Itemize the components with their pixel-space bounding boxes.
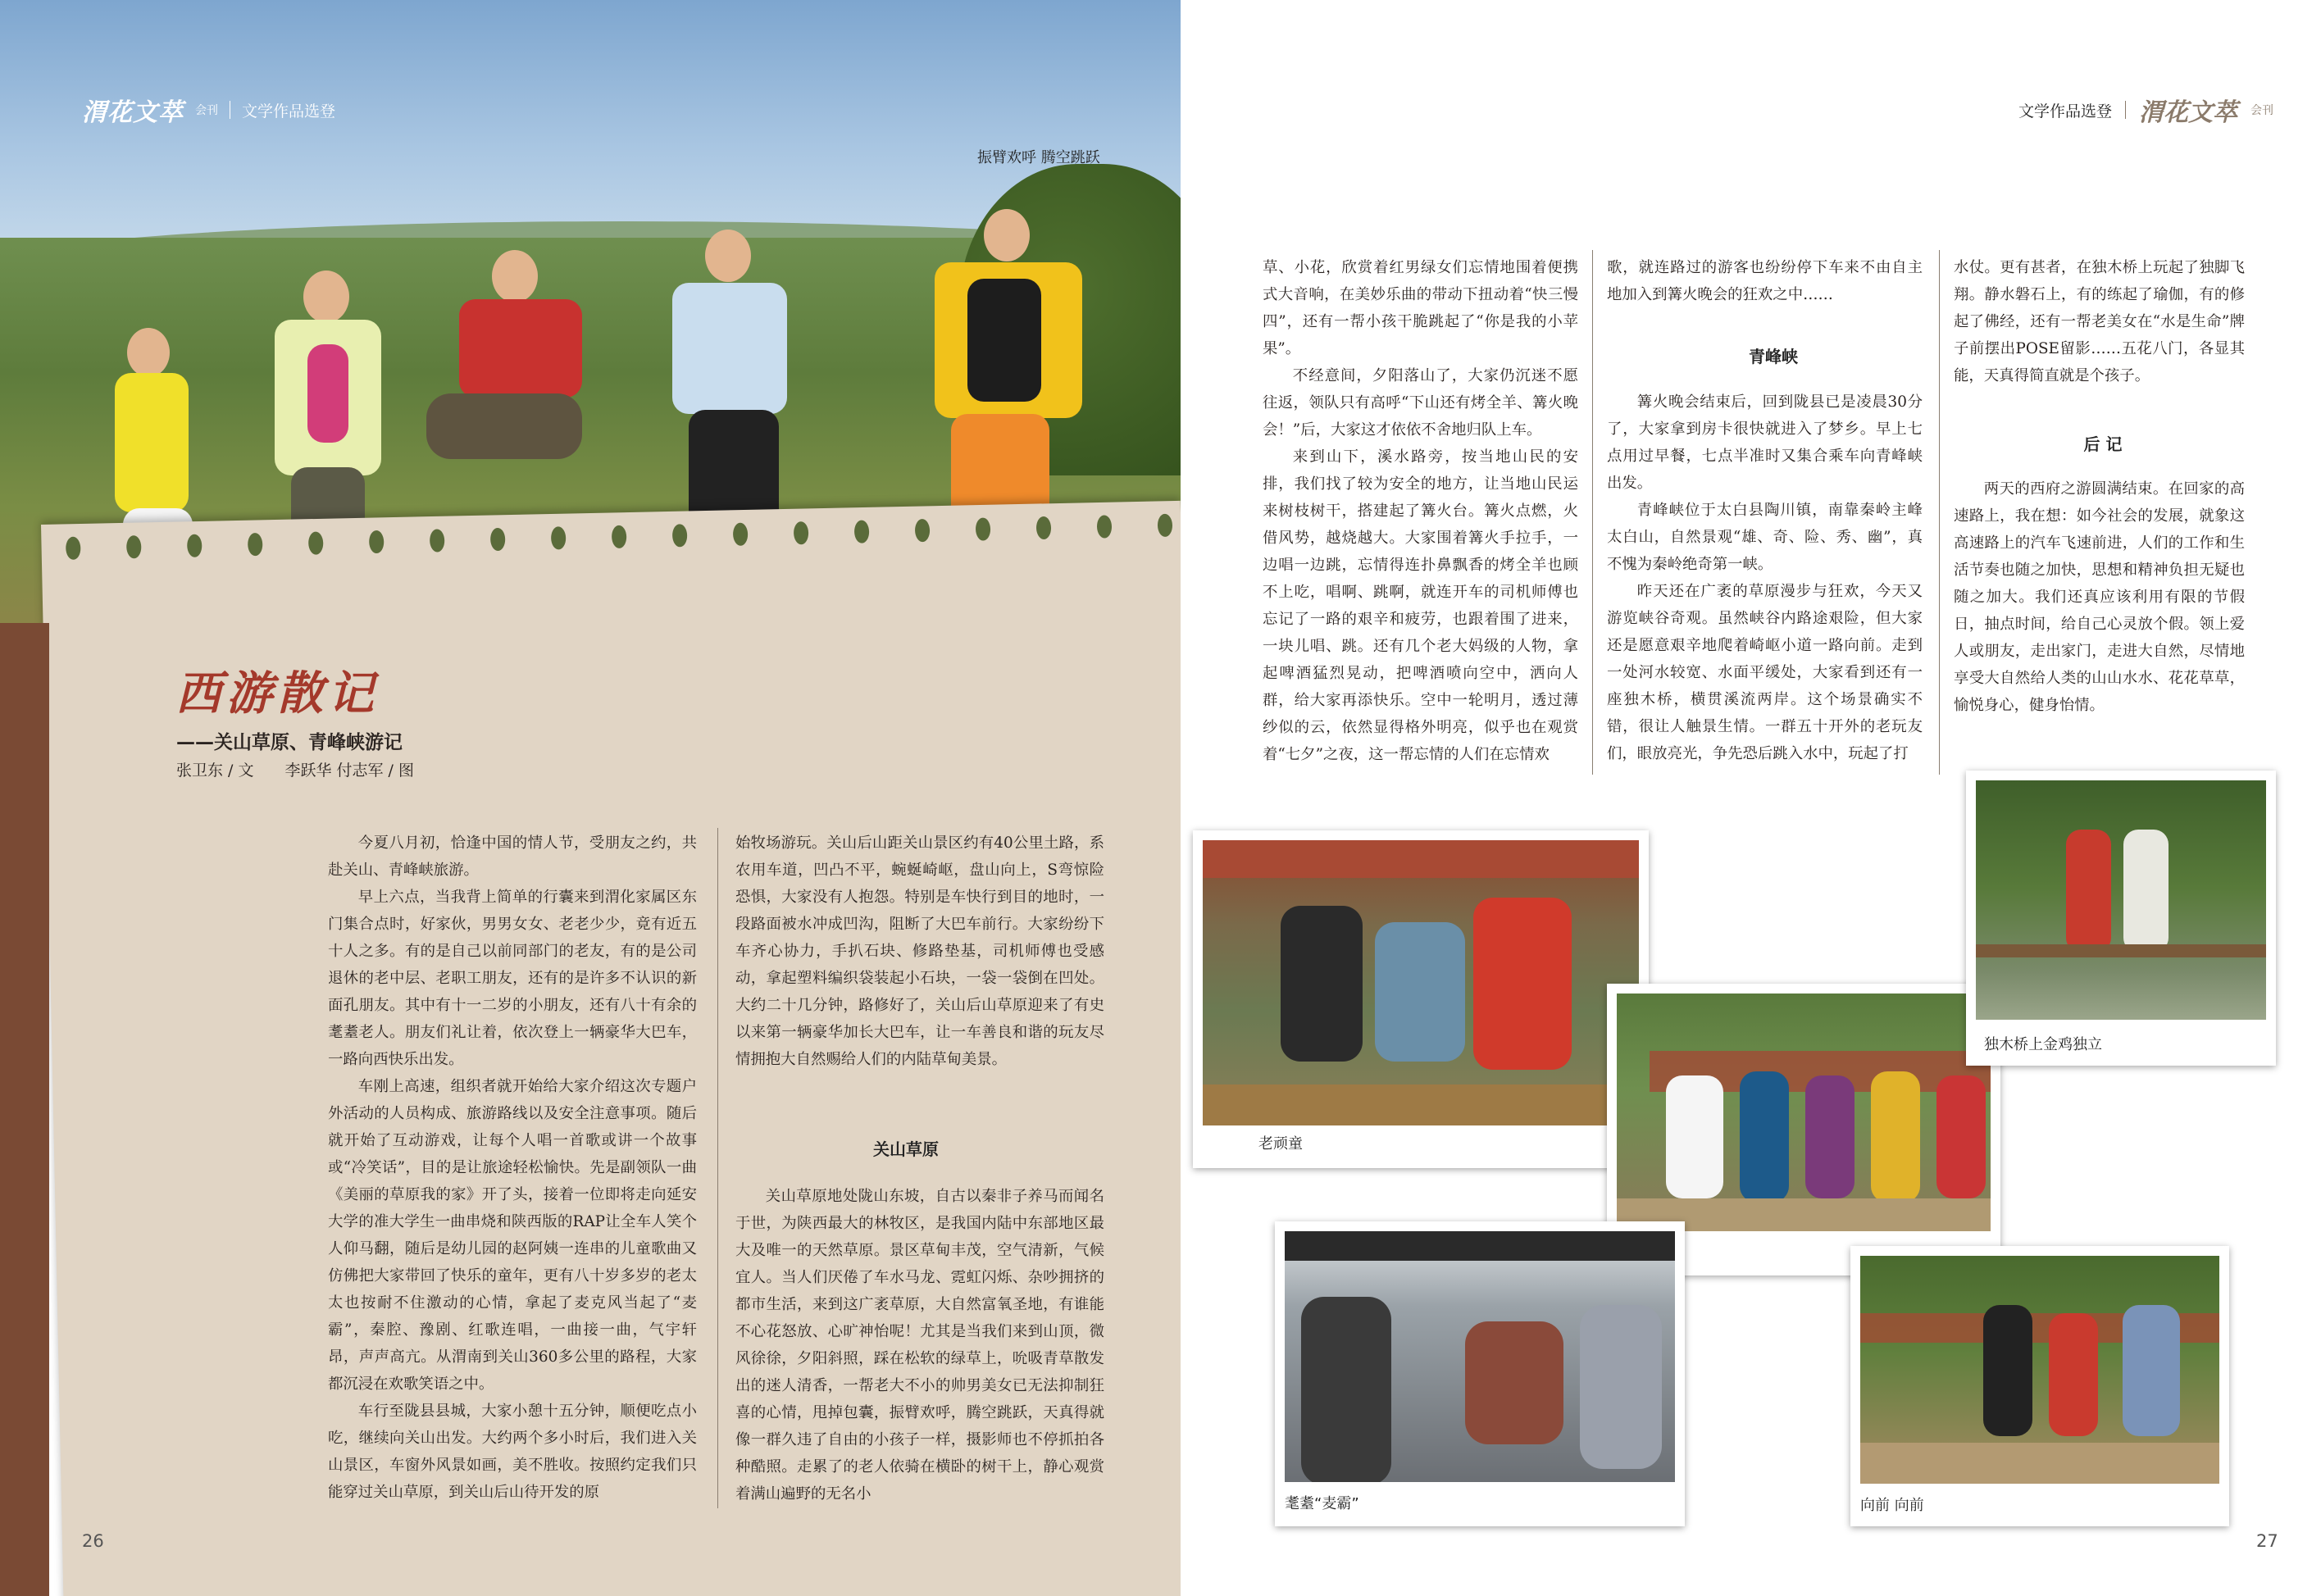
photo-caption: 耄耋“麦霸” bbox=[1285, 1495, 1359, 1512]
header-left bbox=[82, 92, 335, 128]
paragraph: 篝火晚会结束后，回到陇县已是凌晨30分了，大家拿到房卡很快就进入了梦乡。早上七点用过早餐，七点半准时又集合乘车向青峰峡出发。 bbox=[1607, 393, 1923, 492]
right-column-1 bbox=[1263, 254, 1578, 768]
paragraph: 两天的西府之游圆满结束。在回家的高速路上，我在想：如今社会的发展，就象这高速路上的汽车飞速前进，人们的工作和生活节奏也随之加快，思想和精神负担无疑也随之加大。我们还真应该利用有限的节假日，抽点时间，给自己心灵放个假。领上爱人或朋友，走出家门，走进大自然，尽情地享受大自然给人类的山山水水、花花草草，愉悦身心，健身怡情。 bbox=[1954, 480, 2245, 714]
photo-caption: 老顽童 bbox=[1258, 1135, 1303, 1153]
subhead-qingfeng: 青峰峡 bbox=[1728, 339, 1818, 372]
brand-logo: 渭花文萃 bbox=[2139, 98, 2237, 127]
photo-image bbox=[1203, 840, 1639, 1125]
photo-caption: 独木桥上金鸡独立 bbox=[1984, 1036, 2102, 1053]
left-column-1 bbox=[328, 830, 697, 1506]
brand-sub: 会刊 bbox=[2250, 104, 2273, 117]
paragraph: 昨天还在广袤的草原漫步与狂欢，今天又游览峡谷奇观。虽然峡谷内路途艰险，但大家还是愿意艰辛地爬着崎岖小道一路向前。走到一处河水较宽、水面平缓处，大家看到还有一座独木桥，横贯溪流两岸。这个场景确实不错，很让人触景生情。一群五十开外的老玩友们，眼放亮光，争先恐后跳入水中，玩起了打 bbox=[1607, 583, 1923, 762]
paragraph: 水仗。更有甚者，在独木桥上玩起了独脚飞翔。静水磐石上，有的练起了瑜伽，有的修起了佛经，还有一帮老美女在“水是生命”牌子前摆出POSE留影……五花八门，各显其能，天真得简直就是个孩子。 bbox=[1954, 259, 2245, 384]
left-column-2b bbox=[735, 1183, 1104, 1507]
paragraph: 早上六点，当我背上简单的行囊来到渭化家属区东门集合点时，好家伙，男男女女、老老少少，竟有近五十人之多。有的是自己以前同部门的老友，有的是公司退休的老中层、老职工朋友，还有的是许多不认识的新面孔朋友。其中有十一二岁的小朋友，还有八十有余的耄耋老人。朋友们礼让着，依次登上一辆豪华大巴车，一路向西快乐出发。 bbox=[328, 889, 697, 1068]
photo-image bbox=[1976, 780, 2266, 1020]
paragraph: 车刚上高速，组织者就开始给大家介绍这次专题户外活动的人员构成、旅游路线以及安全注意事项。随后就开始了互动游戏，让每个人唱一首歌或讲一个故事或“冷笑话”，目的是让旅途轻松愉快。先是副领队一曲《美丽的草原我的家》开了头，接着一位即将走向延安大学的准大学生一曲串烧和陕西版的RAP让全车人笑个人仰马翻，随后是幼儿园的赵阿姨一连串的儿童歌曲又仿佛把大家带回了快乐的童年，更有八十岁多岁的老太太也按耐不住激动的心情，拿起了麦克风当起了“麦霸”，秦腔、豫剧、红歌连唱，一曲接一曲，气宇轩昂，声声高亢。从渭南到关山360多公里的路程，大家都沉浸在欢歌笑语之中。 bbox=[328, 1078, 697, 1393]
photo-maiba bbox=[1275, 1221, 1685, 1526]
paragraph: 车行至陇县县城，大家小憩十五分钟，顺便吃点小吃，继续向关山出发。大约两个多小时后，我们进入关山景区，车窗外风景如画，美不胜收。按照约定我们只能穿过关山草原，到关山后山待开发的原 bbox=[328, 1403, 697, 1501]
page-number-right: 27 bbox=[2256, 1531, 2278, 1551]
photo-caption-top: 振臂欢呼 腾空跳跃 bbox=[977, 149, 1100, 166]
right-page bbox=[1181, 0, 2321, 1596]
paragraph: 今夏八月初，恰逢中国的情人节，受朋友之约，共赴关山、青峰峡旅游。 bbox=[328, 834, 697, 879]
article-title: 西游散记 bbox=[175, 666, 379, 721]
article-subtitle: ——关山草原、青峰峡游记 bbox=[176, 732, 403, 753]
page-number-left: 26 bbox=[82, 1531, 104, 1551]
article-byline: 张卫东 / 文 李跃华 付志军 / 图 bbox=[176, 762, 415, 780]
column-divider bbox=[1939, 250, 1940, 775]
left-column-2 bbox=[735, 830, 1104, 1073]
header-right bbox=[2018, 92, 2273, 128]
brand-logo: 渭花文萃 bbox=[82, 98, 184, 127]
column-divider bbox=[1592, 250, 1593, 775]
right-column-3b bbox=[1954, 475, 2245, 719]
right-column-2b bbox=[1607, 389, 1923, 767]
photo-image bbox=[1617, 994, 1991, 1231]
page-edge-shadow bbox=[0, 623, 49, 1596]
column-divider bbox=[717, 828, 718, 1508]
subhead-afterword: 后 记 bbox=[2062, 426, 2144, 460]
section-label: 文学作品选登 bbox=[2018, 102, 2112, 120]
paragraph: 始牧场游玩。关山后山距关山景区约有40公里土路，系农用车道，凹凸不平，蜿蜒崎岖，盘山向上，S弯惊险恐惧，大家没有人抱怨。特别是车快行到目的地时，一段路面被水冲成凹沟，阻断了大巴车前行。大家纷纷下车齐心协力，手扒石块、修路垫基，司机师傅也受感动，拿起塑料编织袋装起小石块，一袋一袋倒在凹处。大约二十几分钟，路修好了，关山后山草原迎来了有史以来第一辆豪华加长大巴车，让一车善良和谐的玩友尽情拥抱大自然赐给人们的内陆草甸美景。 bbox=[735, 834, 1104, 1068]
photo-image bbox=[1860, 1256, 2219, 1484]
right-column-3 bbox=[1954, 254, 2245, 389]
paragraph: 来到山下，溪水路旁，按当地山民的安排，我们找了较为安全的地方，让当地山民运来树枝树干，搭建起了篝火台。篝火点燃，火借风势，越烧越大。大家围着篝火手拉手，一边唱一边跳，忘情得连扑鼻飘香的烤全羊也顾不上吃，唱啊、跳啊，就连开车的司机师傅也忘记了一路的艰辛和疲劳，也跟着围了进来，一块儿唱、跳。还有几个老大妈级的人物，拿起啤酒猛烈晃动，把啤酒喷向空中，洒向人群，给大家再添快乐。空中一轮明月，透过薄纱似的云，依然显得格外明亮，似乎也在观赏着“七夕”之夜，这一帮忘情的人们在忘情欢 bbox=[1263, 448, 1578, 763]
paragraph: 青峰峡位于太白县陶川镇，南靠秦岭主峰太白山，自然景观“雄、奇、险、秀、幽”，真不愧为秦岭绝奇第一峡。 bbox=[1607, 502, 1923, 573]
header-divider bbox=[2125, 101, 2126, 119]
photo-laowantong bbox=[1193, 830, 1649, 1168]
photo-xiangqian bbox=[1850, 1246, 2229, 1526]
paragraph: 草、小花，欣赏着红男绿女们忘情地围着便携式大音响，在美妙乐曲的带动下扭动着“快三慢四”，还有一帮小孩干脆跳起了“你是我的小苹果”。 bbox=[1263, 259, 1578, 357]
brand-sub: 会刊 bbox=[195, 104, 218, 117]
photo-image bbox=[1285, 1231, 1675, 1482]
right-column-2 bbox=[1607, 254, 1923, 308]
section-label: 文学作品选登 bbox=[242, 102, 336, 120]
photo-dumuqiao bbox=[1966, 771, 2276, 1066]
paragraph: 不经意间，夕阳落山了，大家仍沉迷不愿往返，领队只有高呼“下山还有烤全羊、篝火晚会！”后，大家这才依依不舍地归队上车。 bbox=[1263, 367, 1578, 439]
subhead-guanshan: 关山草原 bbox=[857, 1131, 955, 1165]
photo-caption: 向前 向前 bbox=[1860, 1497, 1924, 1514]
paragraph: 关山草原地处陇山东坡，自古以秦非子养马而闻名于世，为陕西最大的林牧区，是我国内陆中东部地区最大及唯一的天然草原。景区草甸丰茂，空气清新，气候宜人。当人们厌倦了车水马龙、霓虹闪烁、杂吵拥挤的都市生活，来到这广袤草原，大自然富氧圣地，有谁能不心花怒放、心旷神怡呢！尤其是当我们来到山顶，微风徐徐，夕阳斜照，踩在松软的绿草上，吮吸青草散发出的迷人清香，一帮老大不小的帅男美女已无法抑制狂喜的心情，甩掉包囊，振臂欢呼，腾空跳跃，天真得就像一群久违了自由的小孩子一样，摄影师也不停抓拍各种酷照。走累了的老人依骑在横卧的树干上，静心观赏着满山遍野的无名小 bbox=[735, 1188, 1104, 1503]
paragraph: 歌，就连路过的游客也纷纷停下车来不由自主地加入到篝火晚会的狂欢之中…… bbox=[1607, 259, 1923, 303]
